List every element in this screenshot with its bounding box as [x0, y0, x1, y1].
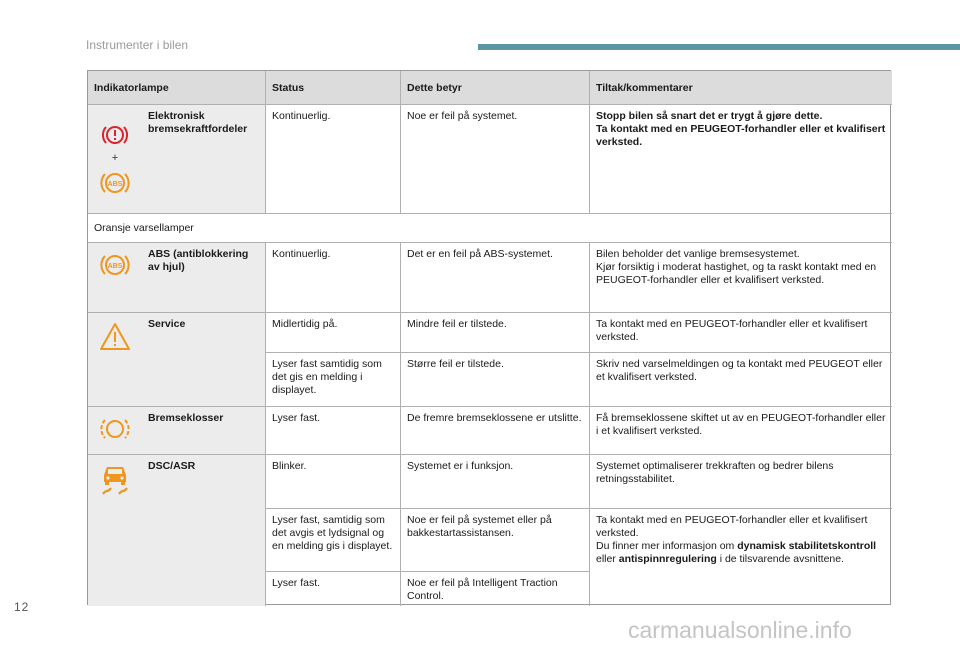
dsc-meaning-1: Systemet er i funksjon. — [401, 455, 590, 509]
dsc-action-bold-dynamic-stability: dynamisk stabilitetskontroll — [737, 540, 877, 552]
abs-name: ABS (antiblokkering av hjul) — [142, 243, 266, 313]
svg-text:ABS: ABS — [107, 180, 123, 188]
service-status-2: Lyser fast samtidig som det gis en melding i displayet. — [266, 353, 401, 407]
column-header-status: Status — [266, 71, 401, 105]
column-header-indicator: Indikatorlampe — [88, 71, 266, 105]
svg-text:ABS: ABS — [107, 263, 123, 270]
abs-icon — [98, 251, 132, 279]
ebd-action: Stopp bilen så snart det er trygt å gjøre dette. Ta kontakt med en PEUGEOT-forhandler eller et kvalifisert verksted. — [590, 105, 892, 214]
brake-warning-icon — [100, 122, 130, 148]
page-header-title: Instrumenter i bilen — [86, 38, 189, 52]
abs-meaning: Det er en feil på ABS-systemet. — [401, 243, 590, 313]
dsc-status-2: Lyser fast, samtidig som det avgis et lydsignal og en melding gis i displayet. — [266, 509, 401, 572]
dsc-action-text-end: i de tilsvarende avsnittene. — [716, 553, 845, 565]
plus-sign: + — [111, 151, 119, 164]
dsc-status-3: Lyser fast. — [266, 572, 401, 606]
abs-icon — [98, 169, 132, 197]
dsc-action-text: Ta kontakt med en PEUGEOT-forhandler eller et kvalifisert verksted. Du finner mer informasjon om — [596, 514, 868, 552]
ebd-icon-cell — [88, 105, 142, 214]
dsc-action-bold-antispin: antispinnregulering — [618, 553, 717, 565]
abs-status: Kontinuerlig. — [266, 243, 401, 313]
service-action-2: Skriv ned varselmeldingen og ta kontakt med PEUGEOT eller et kvalifisert verksted. — [590, 353, 892, 407]
service-triangle-icon — [98, 321, 132, 353]
column-header-meaning: Dette betyr — [401, 71, 590, 105]
column-header-action: Tiltak/kommentarer — [590, 71, 892, 105]
pads-name: Bremseklosser — [142, 407, 266, 455]
abs-action: Bilen beholder det vanlige bremsesystemet. Kjør forsiktig i moderat hastighet, og ta raskt kontakt med en PEUGEOT-forhandler eller et kvalifisert verksted. — [590, 243, 892, 313]
dsc-meaning-2: Noe er feil på systemet eller på bakkestartassistansen. — [401, 509, 590, 572]
pads-icon-cell — [88, 407, 142, 455]
dsc-action-text-or: eller — [596, 553, 619, 565]
dsc-action-1: Systemet optimaliserer trekkraften og bedrer bilens retningsstabilitet. — [590, 455, 892, 509]
brake-pads-icon — [98, 415, 132, 443]
page-number: 12 — [14, 600, 30, 614]
abs-icon-cell — [88, 243, 142, 313]
ebd-name: Elektronisk bremsekraftfordeler — [142, 105, 266, 214]
service-status-1: Midlertidig på. — [266, 313, 401, 353]
dsc-name: DSC/ASR — [142, 455, 266, 606]
dsc-icon-cell — [88, 455, 142, 606]
section-orange-warning-lamps: Oransje varsellamper — [88, 214, 892, 243]
indicator-table — [87, 70, 891, 605]
dsc-action-2 — [590, 509, 892, 606]
service-name: Service — [142, 313, 266, 407]
pads-action: Få bremseklossene skiftet ut av en PEUGEOT-forhandler eller i et kvalifisert verksted. — [590, 407, 892, 455]
dsc-asr-icon — [99, 463, 131, 497]
pads-status: Lyser fast. — [266, 407, 401, 455]
pads-meaning: De fremre bremseklossene er utslitte. — [401, 407, 590, 455]
service-action-1: Ta kontakt med en PEUGEOT-forhandler eller et kvalifisert verksted. — [590, 313, 892, 353]
header-accent-bar — [478, 44, 960, 50]
ebd-meaning: Noe er feil på systemet. — [401, 105, 590, 214]
ebd-status: Kontinuerlig. — [266, 105, 401, 214]
service-meaning-1: Mindre feil er tilstede. — [401, 313, 590, 353]
service-meaning-2: Større feil er tilstede. — [401, 353, 590, 407]
dsc-meaning-3: Noe er feil på Intelligent Traction Control. — [401, 572, 590, 606]
watermark: carmanualsonline.info — [628, 617, 852, 643]
dsc-status-1: Blinker. — [266, 455, 401, 509]
service-icon-cell — [88, 313, 142, 407]
